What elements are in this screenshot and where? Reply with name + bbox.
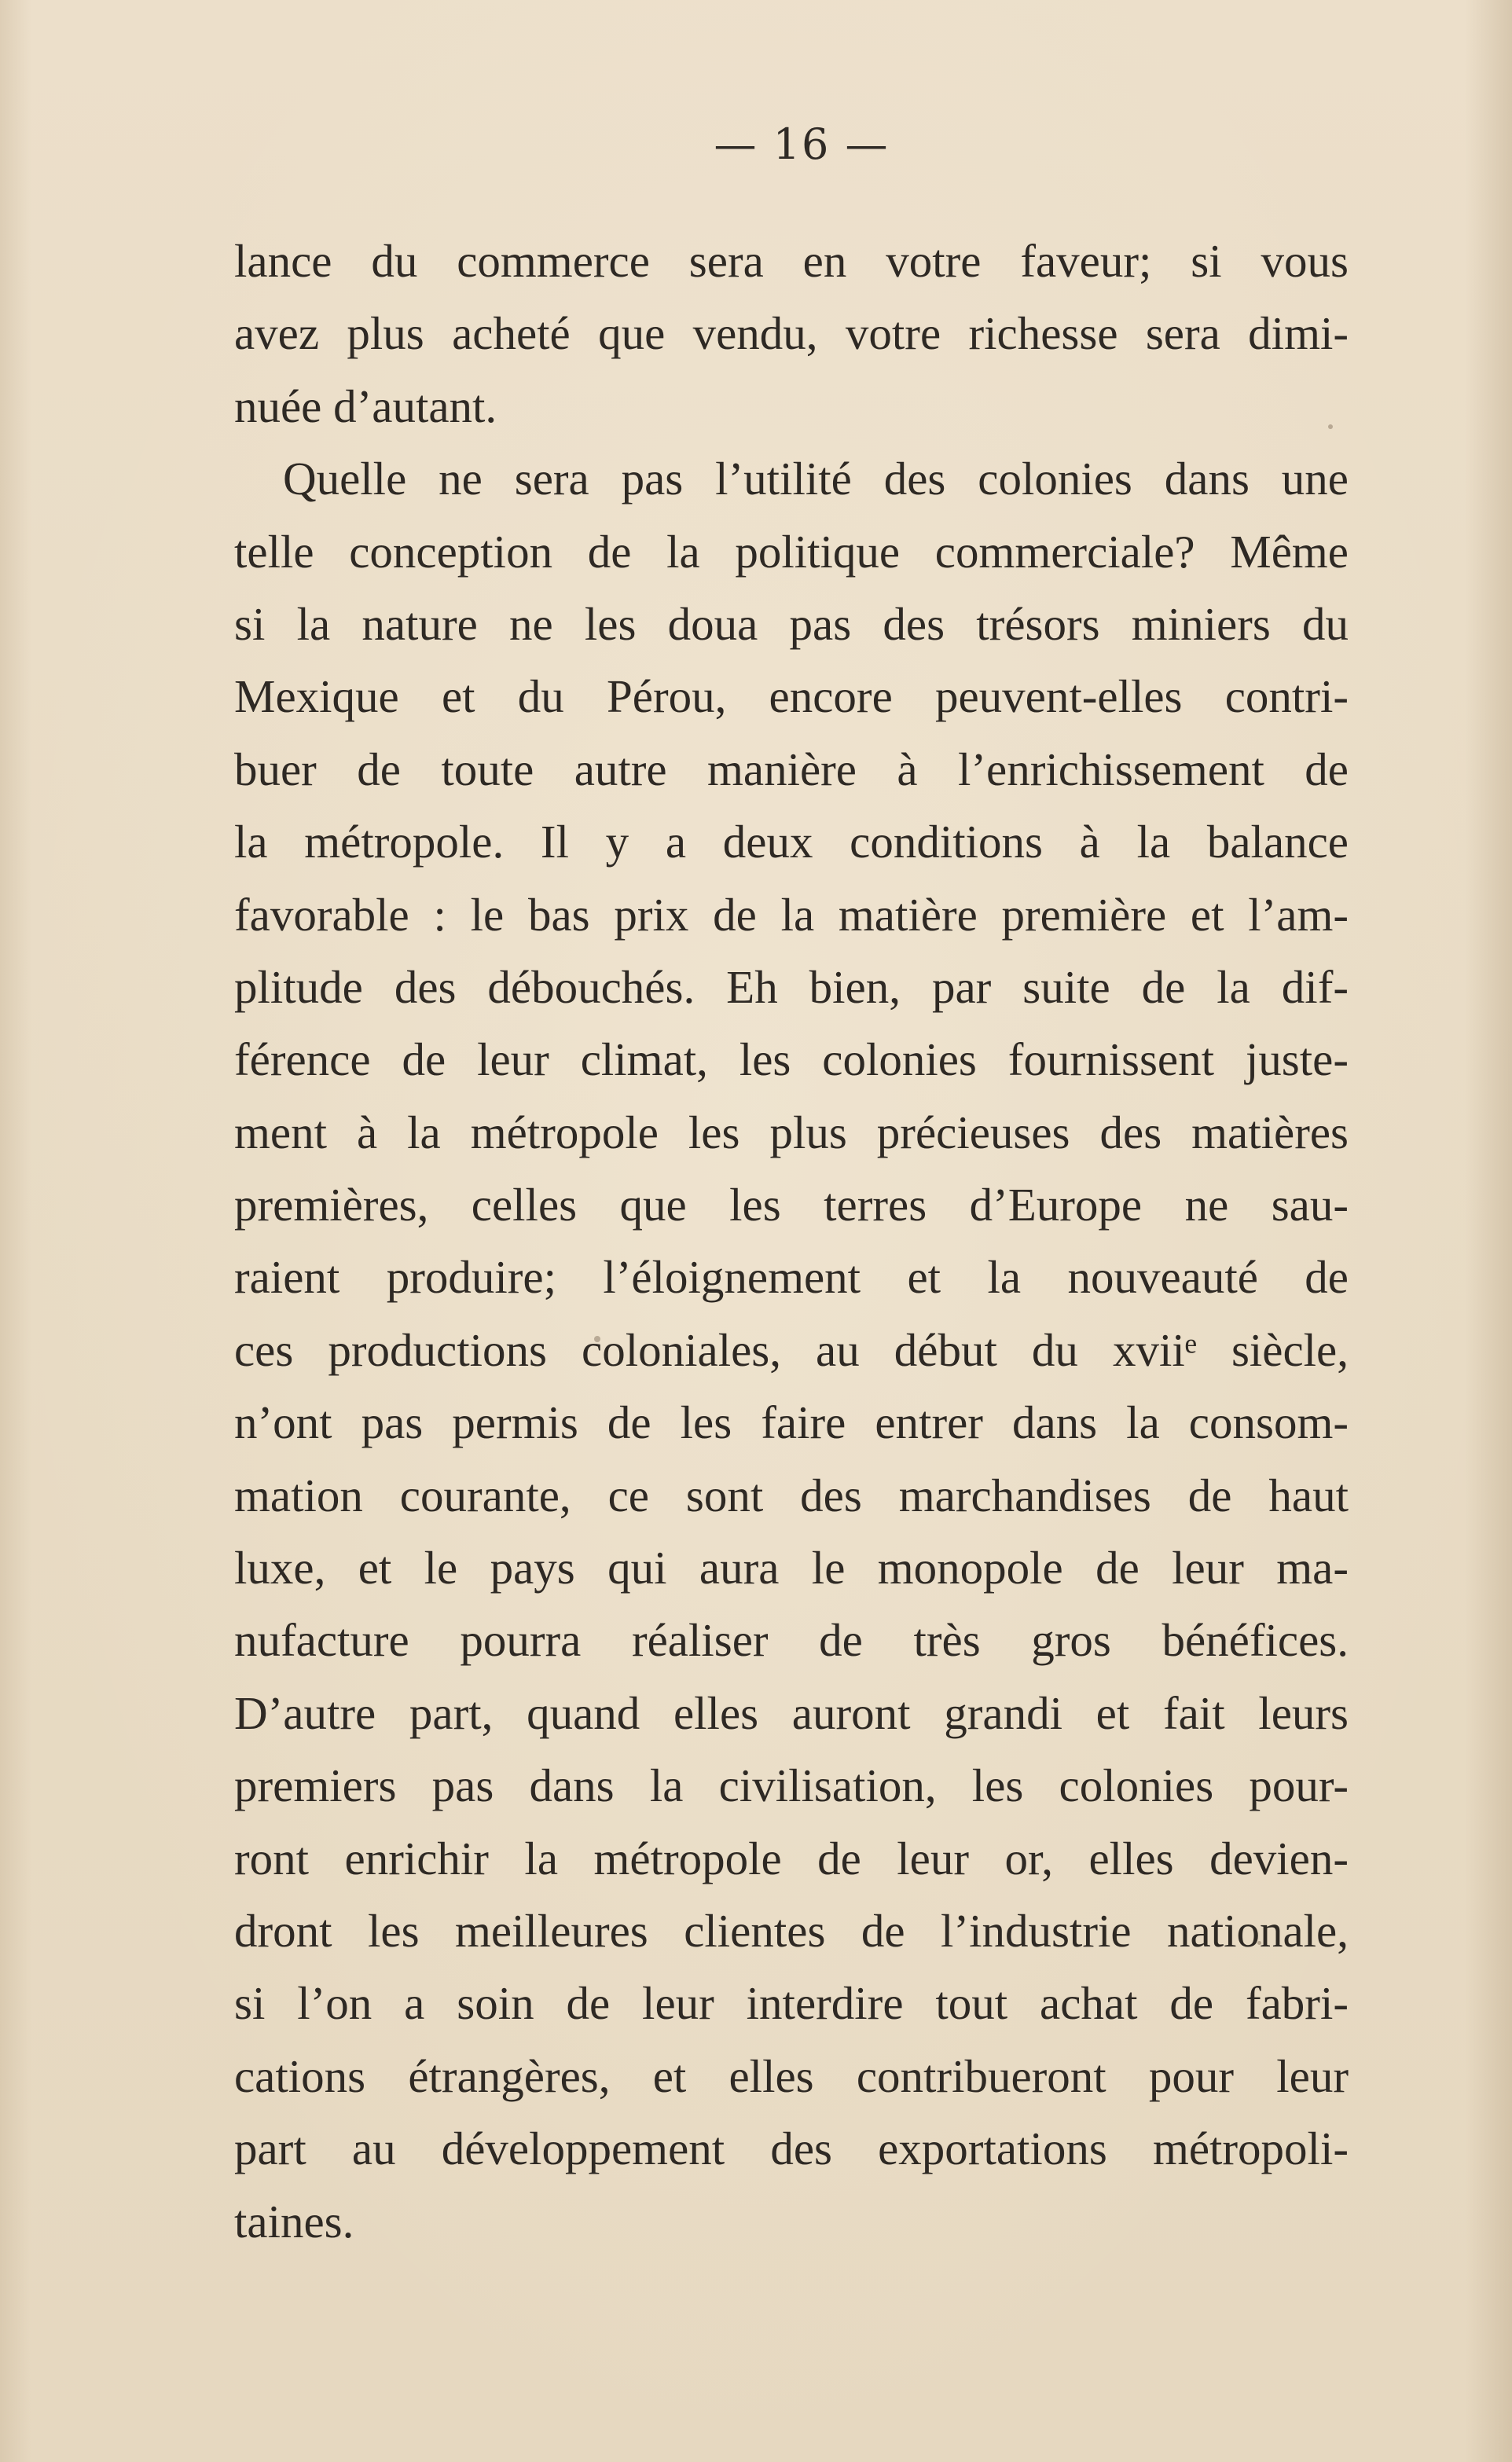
text-line: buer de toute autre manière à l’enrichissement de [234,743,1349,795]
text-line: premiers pas dans la civilisation, les colonies pour- [234,1759,1349,1812]
text-line: si l’on a soin de leur interdire tout achat de fabri- [234,1977,1349,2030]
text-line: part au développement des exportations métropoli- [234,2123,1349,2175]
text-line: avez plus acheté que vendu, votre richesse sera dimi- [234,307,1349,360]
text-line: férence de leur climat, les colonies fournissent juste- [234,1033,1349,1086]
text-line: nuée d’autant. [234,380,497,432]
text-line: la métropole. Il y a deux conditions à la balance [234,816,1349,868]
page-shadow-right [1465,0,1512,2462]
text-line: Mexique et du Pérou, encore peuvent-elles contri- [234,670,1349,723]
text-line: lance du commerce sera en votre faveur; si vous [234,235,1349,287]
text-line: ront enrichir la métropole de leur or, elles devien- [234,1832,1349,1884]
page-shadow-left [0,0,31,2462]
text-line: Quelle ne sera pas l’utilité des colonies dans une [283,453,1349,505]
body-text [234,225,1349,2258]
text-line: taines. [234,2195,354,2247]
text-line: n’ont pas permis de les faire entrer dans la consom- [234,1396,1349,1449]
text-line: mation courante, ce sont des marchandises de haut [234,1469,1349,1521]
text-line: si la nature ne les doua pas des trésors miniers du [234,597,1349,650]
text-line: plitude des débouchés. Eh bien, par suite de la dif- [234,960,1349,1013]
text-line: premières, celles que les terres d’Europe ne sau- [234,1179,1349,1231]
text-line: ment à la métropole les plus précieuses des matières [234,1106,1349,1158]
text-line: favorable : le bas prix de la matière première et l’am- [234,888,1349,941]
text-line: raient produire; l’éloignement et la nouveauté de [234,1251,1349,1304]
text-line: telle conception de la politique commerciale? Même [234,525,1349,578]
text-line: D’autre part, quand elles auront grandi et fait leurs [234,1686,1349,1739]
text-line: cations étrangères, et elles contribueront pour leur [234,2049,1349,2102]
text-line: luxe, et le pays qui aura le monopole de leur ma- [234,1542,1349,1594]
page-number: — 16 — [714,119,890,169]
text-line: nufacture pourra réaliser de très gros bénéfices. [234,1614,1349,1667]
text-line: ces productions coloniales, au début du xviiᵉ siècle, [234,1323,1349,1376]
text-line: dront les meilleures clientes de l’industrie nationale, [234,1904,1349,1957]
